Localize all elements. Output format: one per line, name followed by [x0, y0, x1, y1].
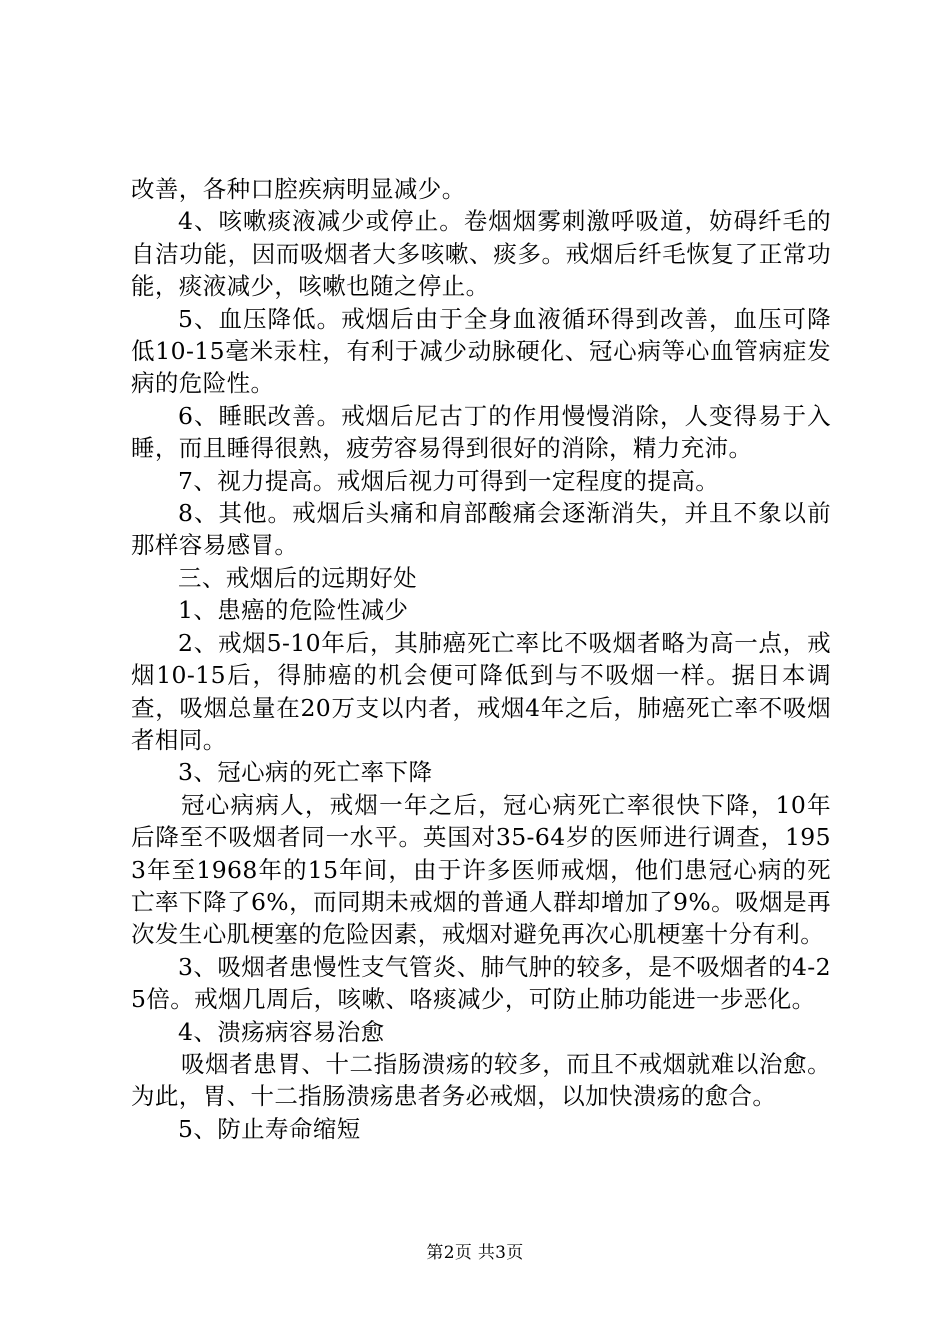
- section-heading-long-term: 三、戒烟后的远期好处: [178, 563, 417, 592]
- paragraph-other: 8、其他。戒烟后头痛和肩部酸痛会逐渐消失，并且不象以前那样容易感冒。: [131, 499, 831, 560]
- subheading-ulcer: 4、溃疡病容易治愈: [178, 1017, 385, 1046]
- subheading-cancer-risk: 1、患癌的危险性减少: [178, 596, 409, 625]
- paragraph-bronchitis: 3、吸烟者患慢性支气管炎、肺气肿的较多，是不吸烟者的4-25倍。戒烟几周后，咳嗽、咯痰减少，可防止肺功能进一步恶化。: [131, 952, 831, 1014]
- subheading-heart-disease: 3、冠心病的死亡率下降: [178, 758, 433, 787]
- paragraph-ulcer: 吸烟者患胃、十二指肠溃疡的较多，而且不戒烟就难以治愈。为此，胃、十二指肠溃疡患者务必戒烟，以加快溃疡的愈合。: [131, 1049, 831, 1111]
- page-footer: [0, 1242, 950, 1264]
- paragraph-cough-reduced: 4、咳嗽痰液减少或停止。卷烟烟雾刺激呼吸道，妨碍纤毛的自洁功能，因而吸烟者大多咳嗽、痰多。戒烟后纤毛恢复了正常功能，痰液减少，咳嗽也随之停止。: [131, 207, 831, 301]
- paragraph-vision: 7、视力提高。戒烟后视力可得到一定程度的提高。: [178, 466, 720, 495]
- subheading-lifespan: 5、防止寿命缩短: [178, 1114, 361, 1143]
- document-body: [131, 173, 831, 1145]
- paragraph-blood-pressure: 5、血压降低。戒烟后由于全身血液循环得到改善，血压可降低10-15毫米汞柱，有利于减少动脉硬化、冠心病等心血管病症发病的危险性。: [131, 304, 831, 398]
- paragraph-oral-health-end: 改善，各种口腔疾病明显减少。: [131, 175, 466, 203]
- page-number-label: 第2页 共3页: [426, 1243, 524, 1263]
- paragraph-lung-cancer: 2、戒烟5-10年后，其肺癌死亡率比不吸烟者略为高一点，戒烟10-15后，得肺癌的机会便可降低到与不吸烟一样。据日本调查，吸烟总量在20万支以内者，戒烟4年之后，肺癌死亡率不吸烟者相同。: [131, 628, 831, 754]
- paragraph-heart-disease: 冠心病病人，戒烟一年之后，冠心病死亡率很快下降，10年后降至不吸烟者同一水平。英国对35-64岁的医师进行调查，1953年至1968年的15年间，由于许多医师戒烟，他们患冠心病的死亡率下降了6%，而同期未戒烟的普通人群却增加了9%。吸烟是再次发生心肌梗塞的危险因素，戒烟对避免再次心肌梗塞十分有利。: [131, 790, 831, 949]
- paragraph-sleep: 6、睡眠改善。戒烟后尼古丁的作用慢慢消除，人变得易于入睡，而且睡得很熟，疲劳容易得到很好的消除，精力充沛。: [131, 401, 831, 463]
